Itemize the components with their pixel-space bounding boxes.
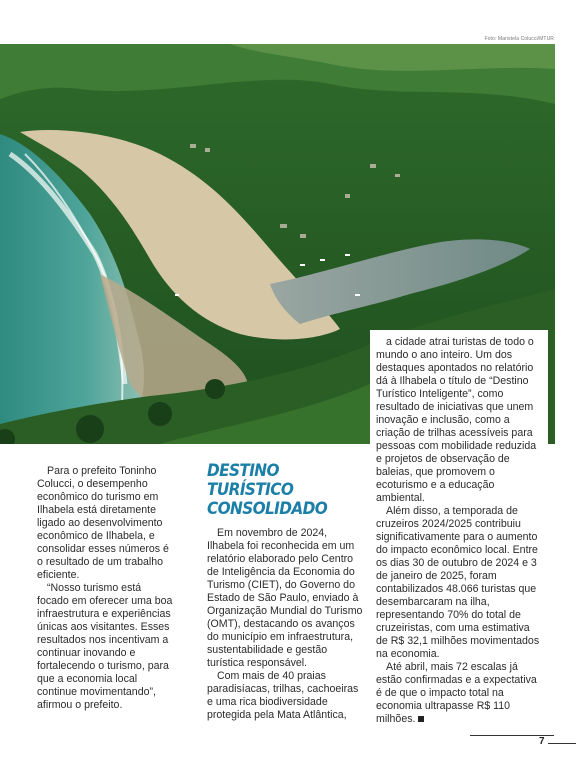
paragraph-final bbox=[376, 661, 543, 726]
section-heading-line2: CONSOLIDADO bbox=[207, 499, 328, 519]
text-column-1 bbox=[37, 465, 175, 712]
paragraph-final-text: Até abril, mais 72 escalas já estão confirmadas e a expectativa é de que o impacto total na economia ultrapasse R$ 110 milhões. bbox=[376, 661, 537, 725]
section-heading-line1: DESTINO TURÍSTICO bbox=[207, 461, 294, 500]
section-heading bbox=[207, 462, 367, 519]
paragraph: Para o prefeito Toninho Colucci, o desempenho econômico do turismo em Ilhabela está diretamente ligado ao desenvolvimento econômico de Ilhabela, e consolidar esses números é o resultado de um trabalho eficiente. bbox=[37, 465, 169, 581]
paragraph: Além disso, a temporada de cruzeiros 2024/2025 contribuiu significativamente para o aumento do impacto econômico local. Entre os dias 30 de outubro de 2024 e 3 de janeiro de 2025, foram contabilizados 48.066 turistas que desembarcaram na ilha, representando 70% do total de cruzeiristas, com uma estimativa de R$ 32,1 milhões movimentados na economia. bbox=[376, 505, 540, 660]
footer-rule-short bbox=[548, 743, 576, 744]
photo-credit: Foto: Maristela Colucci/MTUR bbox=[484, 36, 554, 42]
paragraph: Com mais de 40 praias paradisíacas, trilhas, cachoeiras e uma rica biodiversidade protegida pela Mata Atlântica, bbox=[207, 670, 359, 721]
text-column-3 bbox=[376, 336, 543, 726]
paragraph: “Nosso turismo está focado em oferecer uma boa infraestrutura e experiências únicas aos visitantes. Esses resultados nos incentivam a continuar inovando e fortalecendo o turismo, para que a economia local continue movimentando”, afirmou o prefeito. bbox=[37, 582, 173, 711]
page-number: 7 bbox=[539, 736, 545, 747]
paragraph: a cidade atrai turistas de todo o mundo o ano inteiro. Um dos destaques apontados no relatório dá à Ilhabela o título de “Destino Turístico Inteligente”, como resultado de iniciativas que unem inovação e inclusão, como a criação de trilhas acessíveis para pessoas com mobilidade reduzida e projetos de observação de baleias, que promovem o ecoturismo e a educação ambiental. bbox=[376, 336, 537, 504]
end-of-article-icon bbox=[418, 716, 424, 722]
text-column-2 bbox=[207, 462, 367, 722]
paragraph: Em novembro de 2024, Ilhabela foi reconhecida em um relatório elaborado pelo Centro de Inteligência da Economia do Turismo (CIET), do Governo do Estado de São Paulo, enviado à Organização Mundial do Turismo (OMT), destacando os avanços do município em infraestrutura, sustentabilidade e gestão turística responsável. bbox=[207, 527, 363, 669]
